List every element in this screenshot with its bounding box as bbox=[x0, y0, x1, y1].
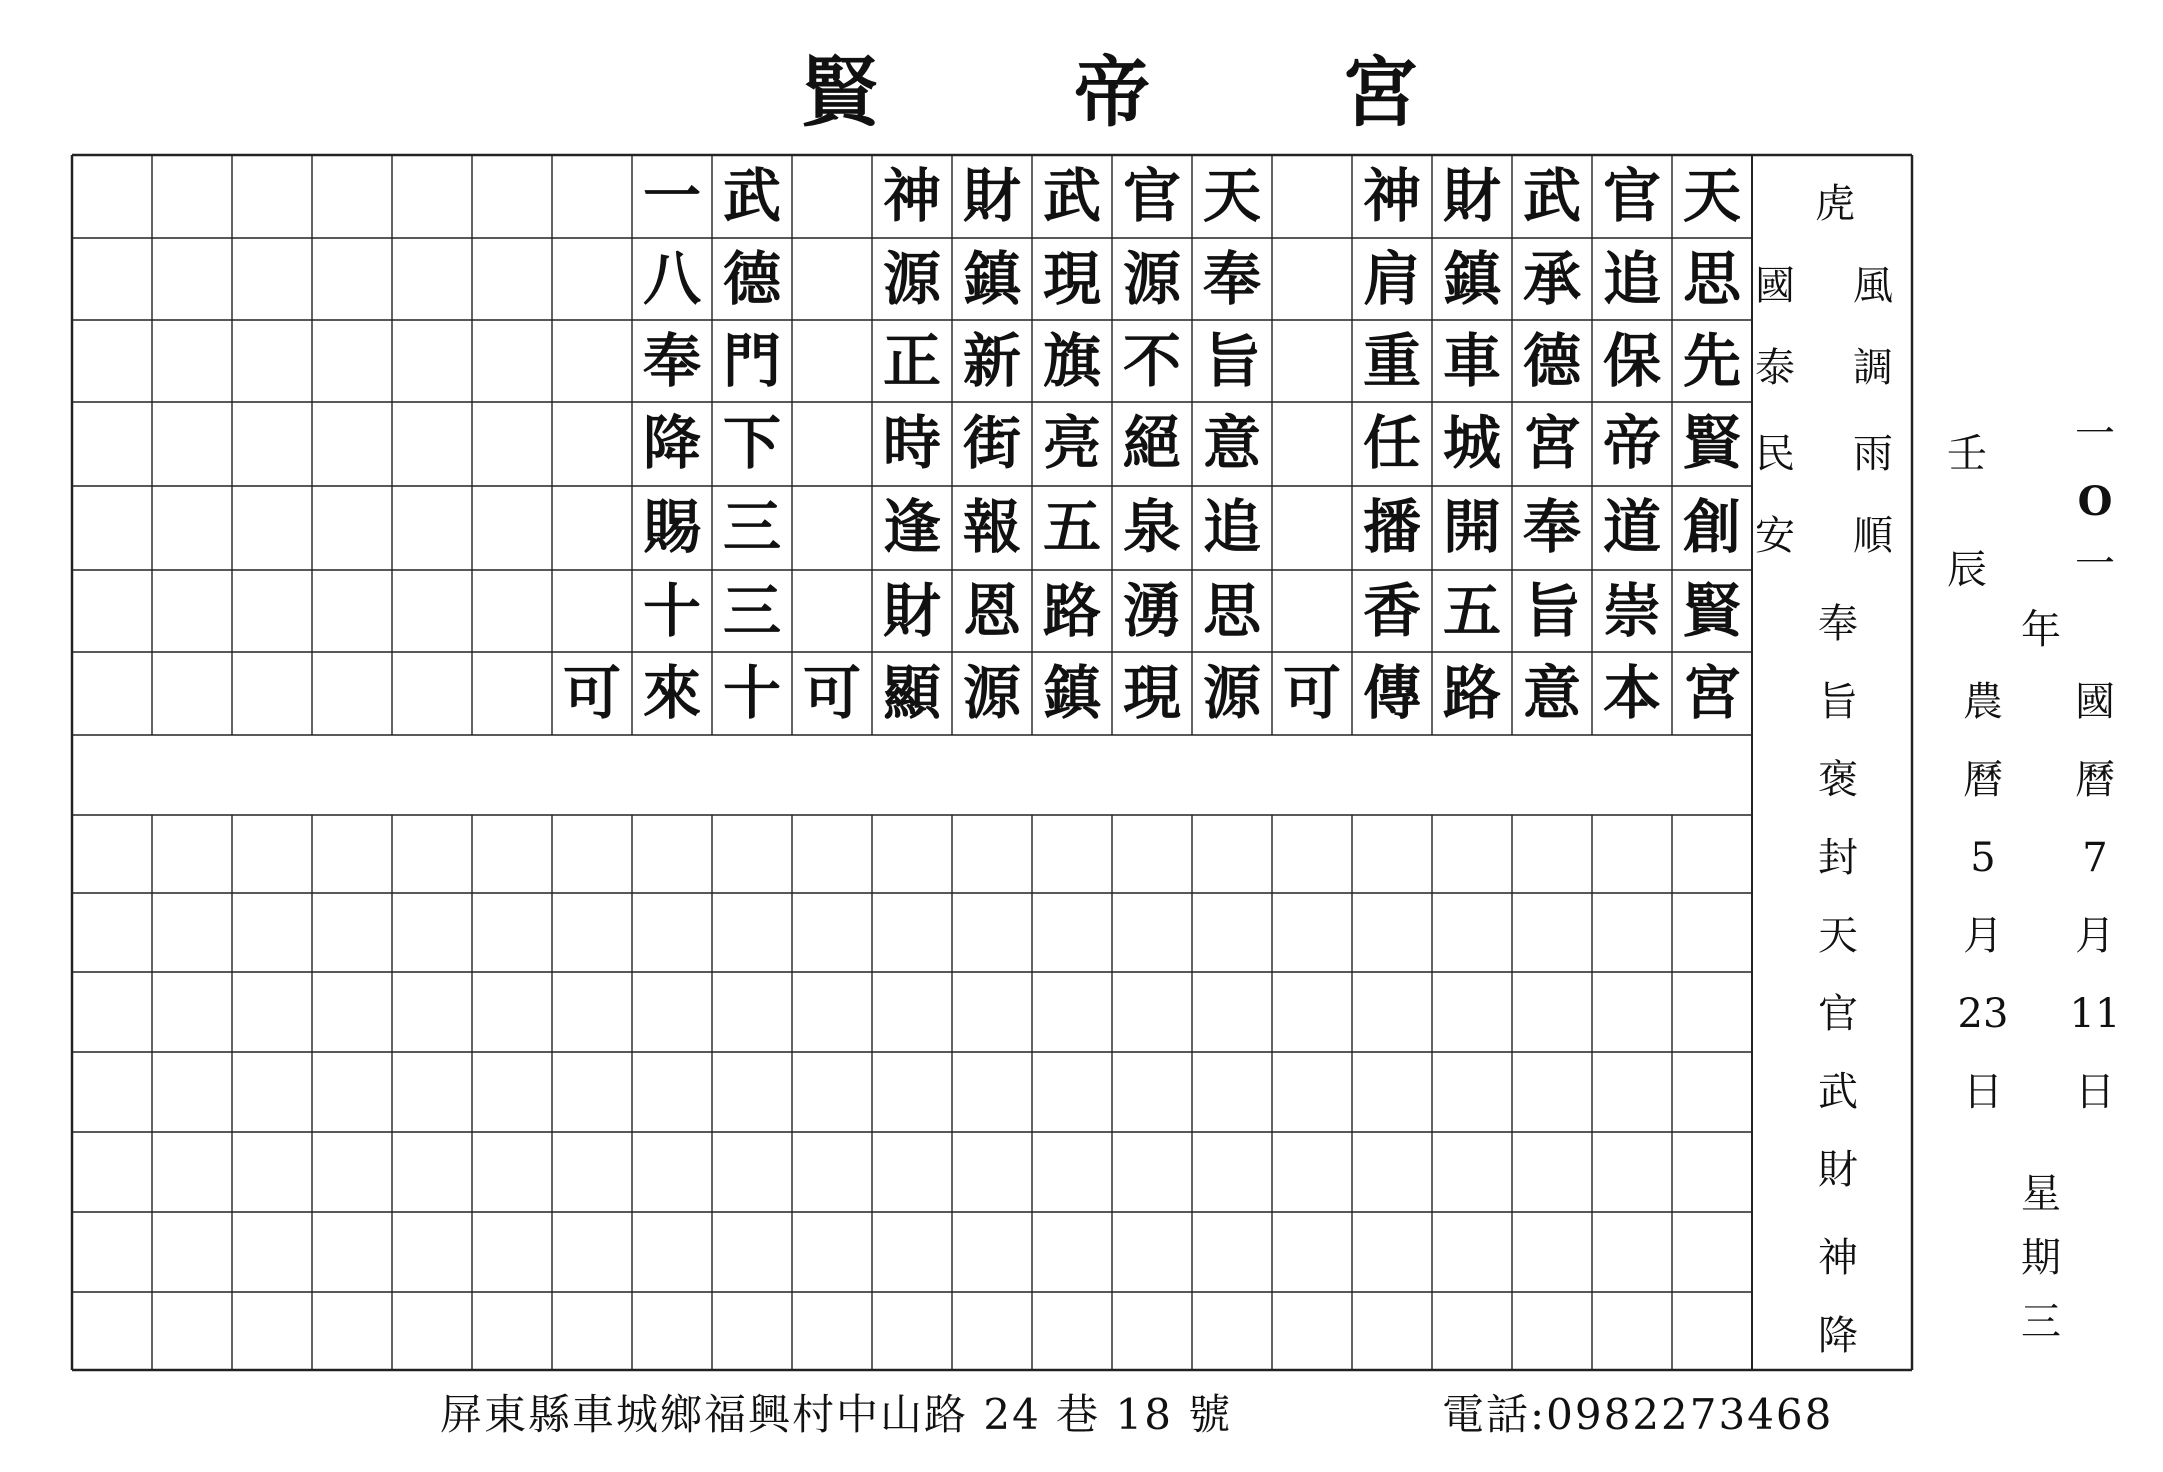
poem-char: 五 bbox=[1442, 577, 1501, 645]
poem-char: 街 bbox=[962, 409, 1021, 477]
solar-char: 7 bbox=[2082, 835, 2108, 881]
motto-char: 調 bbox=[1853, 345, 1893, 391]
poem-char: 泉 bbox=[1122, 493, 1181, 561]
poem-char: 源 bbox=[882, 245, 941, 313]
poem-char: 神 bbox=[882, 162, 941, 230]
poem-char: 路 bbox=[1042, 577, 1101, 645]
poem-char: 先 bbox=[1682, 327, 1741, 395]
poem-char: 現 bbox=[1042, 245, 1101, 313]
poem-char: 十 bbox=[642, 577, 701, 645]
decree-char: 武 bbox=[1818, 1069, 1858, 1115]
motto-char: 順 bbox=[1853, 513, 1893, 559]
poem-char: 奉 bbox=[1522, 493, 1581, 561]
poem-char: 追 bbox=[1202, 493, 1261, 561]
poem-char: 天 bbox=[1682, 162, 1741, 230]
poem-char: 肩 bbox=[1362, 245, 1421, 313]
poem-char: 現 bbox=[1122, 659, 1181, 727]
poem-char: 可 bbox=[1282, 659, 1341, 727]
poem-char: 承 bbox=[1522, 245, 1581, 313]
decree-char: 褒 bbox=[1818, 757, 1858, 803]
solar-char: 國 bbox=[2075, 679, 2115, 725]
solar-char: 11 bbox=[2069, 991, 2121, 1037]
poem-char: 鎮 bbox=[962, 245, 1021, 313]
decree-char: 神 bbox=[1818, 1235, 1858, 1281]
poem-char: 賜 bbox=[642, 493, 701, 561]
poem-char: 逢 bbox=[882, 493, 941, 561]
poem-char: 思 bbox=[1682, 245, 1741, 313]
poem-char: 創 bbox=[1682, 493, 1741, 561]
motto-char: 國 bbox=[1755, 263, 1795, 309]
poem-char: 宮 bbox=[1682, 659, 1741, 727]
poem-char: 追 bbox=[1602, 245, 1661, 313]
poem-char: 本 bbox=[1602, 659, 1661, 727]
poem-char: 財 bbox=[1442, 162, 1501, 230]
poem-char: 三 bbox=[722, 493, 781, 561]
solar-char: 曆 bbox=[2075, 757, 2115, 803]
poem-char: 德 bbox=[1522, 327, 1581, 395]
motto-char: 雨 bbox=[1853, 431, 1893, 477]
title-char-3: 宮 bbox=[1342, 48, 1418, 137]
poem-char: 財 bbox=[882, 577, 941, 645]
poem-char: 賢 bbox=[1682, 409, 1741, 477]
poem-char: 正 bbox=[882, 327, 941, 395]
poem-char: 五 bbox=[1042, 493, 1101, 561]
poem-char: 武 bbox=[1522, 162, 1581, 230]
lunar-char: 月 bbox=[1963, 913, 2003, 959]
poem-char: 三 bbox=[722, 577, 781, 645]
poem-char: 十 bbox=[722, 659, 781, 727]
motto-char: 虎 bbox=[1815, 181, 1855, 227]
poem-char: 宮 bbox=[1522, 409, 1581, 477]
footer-phone: 電話:0982273468 bbox=[1442, 1390, 1834, 1439]
poem-char: 重 bbox=[1362, 327, 1421, 395]
poem-char: 奉 bbox=[642, 327, 701, 395]
poem-char: 可 bbox=[802, 659, 861, 727]
poem-char: 鎮 bbox=[1042, 659, 1101, 727]
weekday-char: 星 bbox=[2021, 1171, 2061, 1217]
poem-char: 天 bbox=[1202, 162, 1261, 230]
solar-char: 一 bbox=[2075, 411, 2115, 457]
footer-address: 屏東縣車城鄉福興村中山路 24 巷 18 號 bbox=[440, 1390, 1233, 1439]
poem-char: 財 bbox=[962, 162, 1021, 230]
poem-char: 來 bbox=[642, 659, 701, 727]
lunar-char: 5 bbox=[1970, 835, 1996, 881]
poem-char: 意 bbox=[1522, 659, 1581, 727]
decree-char: 封 bbox=[1818, 835, 1858, 881]
poem-char: 源 bbox=[1122, 245, 1181, 313]
poem-char: 門 bbox=[722, 327, 781, 395]
solar-char: 一 bbox=[2075, 541, 2115, 587]
poem-char: 任 bbox=[1362, 409, 1421, 477]
poem-char: 播 bbox=[1362, 493, 1421, 561]
solar-char: O bbox=[2077, 478, 2113, 525]
decree-char: 奉 bbox=[1818, 601, 1858, 647]
poem-char: 官 bbox=[1602, 162, 1661, 230]
poem-char: 帝 bbox=[1602, 409, 1661, 477]
lunar-char: 曆 bbox=[1963, 757, 2003, 803]
poem-char: 德 bbox=[722, 245, 781, 313]
poem-char: 報 bbox=[962, 493, 1021, 561]
poem-char: 可 bbox=[562, 659, 621, 727]
poem-char: 下 bbox=[722, 409, 781, 477]
poem-char: 意 bbox=[1202, 409, 1261, 477]
decree-char: 財 bbox=[1818, 1147, 1858, 1193]
lunar-char: 壬 bbox=[1947, 431, 1987, 477]
poem-char: 鎮 bbox=[1442, 245, 1501, 313]
poem-char: 車 bbox=[1442, 327, 1501, 395]
decree-char: 官 bbox=[1818, 991, 1858, 1037]
poem-char: 絕 bbox=[1122, 409, 1181, 477]
decree-char: 天 bbox=[1818, 913, 1858, 959]
poem-char: 旗 bbox=[1042, 327, 1101, 395]
poem-char: 奉 bbox=[1202, 245, 1261, 313]
poem-char: 賢 bbox=[1682, 577, 1741, 645]
poem-char: 旨 bbox=[1202, 327, 1261, 395]
title-char-1: 賢 bbox=[802, 48, 878, 137]
poem-char: 武 bbox=[722, 162, 781, 230]
poem-char: 崇 bbox=[1602, 577, 1661, 645]
poem-char: 道 bbox=[1602, 493, 1661, 561]
poem-char: 思 bbox=[1202, 577, 1261, 645]
year-label: 年 bbox=[2021, 607, 2061, 653]
weekday-char: 三 bbox=[2021, 1299, 2061, 1345]
poem-char: 亮 bbox=[1042, 409, 1101, 477]
poem-char: 武 bbox=[1042, 162, 1101, 230]
poem-char: 湧 bbox=[1122, 577, 1181, 645]
decree-char: 降 bbox=[1818, 1313, 1858, 1359]
poem-char: 恩 bbox=[962, 577, 1021, 645]
motto-char: 民 bbox=[1755, 431, 1795, 477]
motto-char: 風 bbox=[1853, 263, 1893, 309]
solar-char: 月 bbox=[2075, 913, 2115, 959]
weekday-char: 期 bbox=[2021, 1235, 2061, 1281]
poem-char: 源 bbox=[1202, 659, 1261, 727]
poem-char: 一 bbox=[642, 162, 701, 230]
poem-char: 城 bbox=[1442, 409, 1501, 477]
poem-char: 源 bbox=[962, 659, 1021, 727]
poem-char: 降 bbox=[642, 409, 701, 477]
lunar-char: 23 bbox=[1957, 991, 2009, 1037]
poem-char: 顯 bbox=[882, 659, 941, 727]
poem-char: 香 bbox=[1362, 577, 1421, 645]
poem-char: 傳 bbox=[1362, 659, 1421, 727]
poem-char: 時 bbox=[882, 409, 941, 477]
motto-char: 安 bbox=[1755, 513, 1795, 559]
poem-char: 新 bbox=[962, 327, 1021, 395]
poem-char: 路 bbox=[1442, 659, 1501, 727]
poem-char: 神 bbox=[1362, 162, 1421, 230]
poem-char: 八 bbox=[642, 245, 701, 313]
title-char-2: 帝 bbox=[1074, 48, 1150, 137]
poem-char: 不 bbox=[1122, 327, 1181, 395]
poem-char: 旨 bbox=[1522, 577, 1581, 645]
motto-char: 泰 bbox=[1755, 345, 1795, 391]
lunar-char: 日 bbox=[1963, 1069, 2003, 1115]
decree-char: 旨 bbox=[1818, 679, 1858, 725]
lunar-char: 農 bbox=[1963, 679, 2003, 725]
poem-char: 開 bbox=[1442, 493, 1501, 561]
poem-char: 保 bbox=[1602, 327, 1661, 395]
solar-char: 日 bbox=[2075, 1069, 2115, 1115]
lunar-char: 辰 bbox=[1947, 547, 1987, 593]
poem-char: 官 bbox=[1122, 162, 1181, 230]
